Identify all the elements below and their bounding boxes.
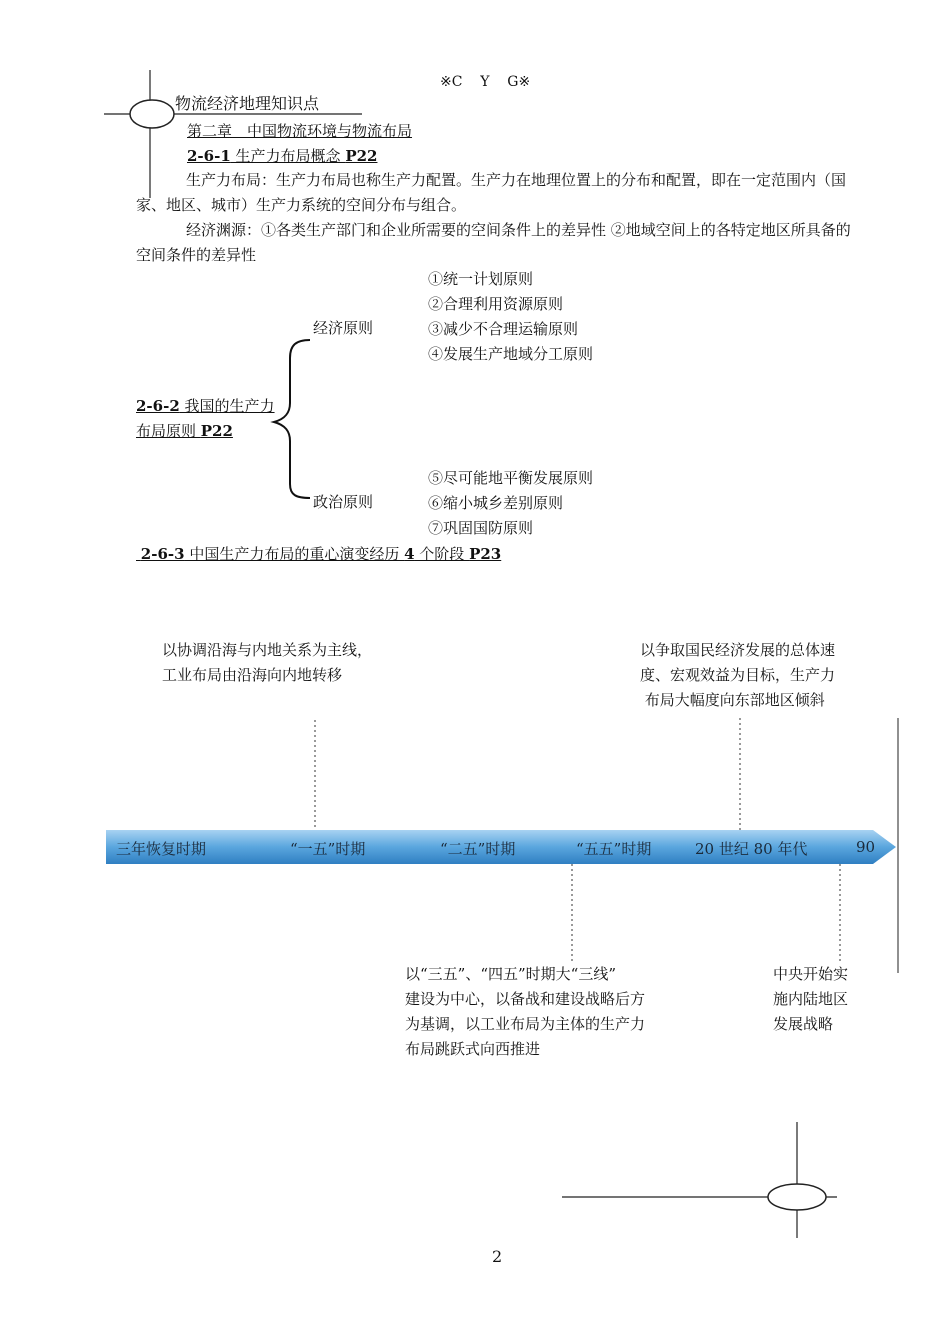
section-263-page: P23 xyxy=(469,545,502,563)
economic-principle-label: 经济原则 xyxy=(313,319,374,337)
principle-item: ⑦巩固国防原则 xyxy=(428,519,534,537)
period-label: “一五”时期 xyxy=(290,840,366,858)
principle-item: ④发展生产地域分工原则 xyxy=(428,345,594,363)
section-263-title2: 个阶段 xyxy=(414,545,470,563)
note-line: 工业布局由沿海向内地转移 xyxy=(162,666,343,684)
note-bottom-right xyxy=(773,962,848,1037)
note-line: 度、宏观效益为目标，生产力 xyxy=(640,666,836,684)
section-262-title-line1: 我国的生产力 xyxy=(179,397,275,415)
chapter-heading: 第二章 中国物流环境与物流布局 xyxy=(187,122,413,140)
principle-item: ⑥缩小城乡差别原则 xyxy=(428,494,564,512)
principle-item: ③减少不合理运输原则 xyxy=(428,320,579,338)
principle-item: ①统一计划原则 xyxy=(428,270,534,288)
section-261-heading xyxy=(187,145,377,166)
section-263-title: 中国生产力布局的重心演变经历 xyxy=(184,545,405,563)
paragraph-economic-origin: 经济渊源：①各类生产部门和企业所需要的空间条件上的差异性 ②地域空间上的各特定地区所具备的空间条件的差异性 xyxy=(136,221,851,264)
note-line: 布局跳跃式向西推进 xyxy=(405,1040,541,1058)
period-label: “五五”时期 xyxy=(576,840,652,858)
section-262-heading xyxy=(136,394,275,444)
section-262-code: 2-6-2 xyxy=(136,397,180,415)
corner-circle-bottom xyxy=(768,1184,826,1210)
political-principle-label: 政治原则 xyxy=(313,493,374,511)
section-262-page: P22 xyxy=(200,422,233,440)
economic-principles-list xyxy=(428,267,593,367)
period-label: “二五”时期 xyxy=(440,840,516,858)
note-line: 施内陆地区 xyxy=(773,990,849,1008)
note-line: 中央开始实 xyxy=(773,965,849,983)
page-number: 2 xyxy=(492,1247,503,1266)
section-263-code: 2-6-3 xyxy=(140,545,185,563)
note-line: 为基调，以工业布局为主体的生产力 xyxy=(405,1015,646,1033)
section-263-heading xyxy=(136,543,501,564)
note-line: 以协调沿海与内地关系为主线， xyxy=(162,641,373,659)
political-principles-list xyxy=(428,466,593,541)
section-262-title-line2: 布局原则 xyxy=(136,422,201,440)
note-line: 以争取国民经济发展的总体速 xyxy=(640,641,836,659)
note-top-right xyxy=(640,638,835,713)
principle-item: ⑤尽可能地平衡发展原则 xyxy=(428,469,594,487)
section-261-page: P22 xyxy=(345,147,378,165)
section-261-code: 2-6-1 xyxy=(187,147,231,165)
doc-title: 物流经济地理知识点 xyxy=(175,94,320,113)
note-line: 布局大幅度向东部地区倾斜 xyxy=(640,691,825,709)
note-bottom-mid xyxy=(405,962,645,1062)
note-line: 以“三五”、“四五”时期大“三线” xyxy=(405,965,617,983)
note-line: 发展战略 xyxy=(773,1015,834,1033)
period-label: 20 世纪 80 年代 xyxy=(695,840,808,858)
section-261-title: 生产力布局概念 xyxy=(230,147,346,165)
period-label: 三年恢复时期 xyxy=(116,840,207,858)
note-top-left xyxy=(162,638,372,688)
note-line: 建设为中心，以备战和建设战略后方 xyxy=(405,990,646,1008)
period-label: 90 xyxy=(856,838,876,856)
corner-circle-top xyxy=(130,100,174,128)
principle-item: ②合理利用资源原则 xyxy=(428,295,564,313)
header-mark: ※C Y G※ xyxy=(440,74,531,90)
paragraph-productivity-layout: 生产力布局：生产力布局也称生产力配置。生产力在地理位置上的分布和配置，即在一定范围内（国家、地区、城市）生产力系统的空间分布与组合。 xyxy=(136,171,847,214)
principles-brace xyxy=(274,340,310,498)
section-263-num: 4 xyxy=(404,545,415,563)
